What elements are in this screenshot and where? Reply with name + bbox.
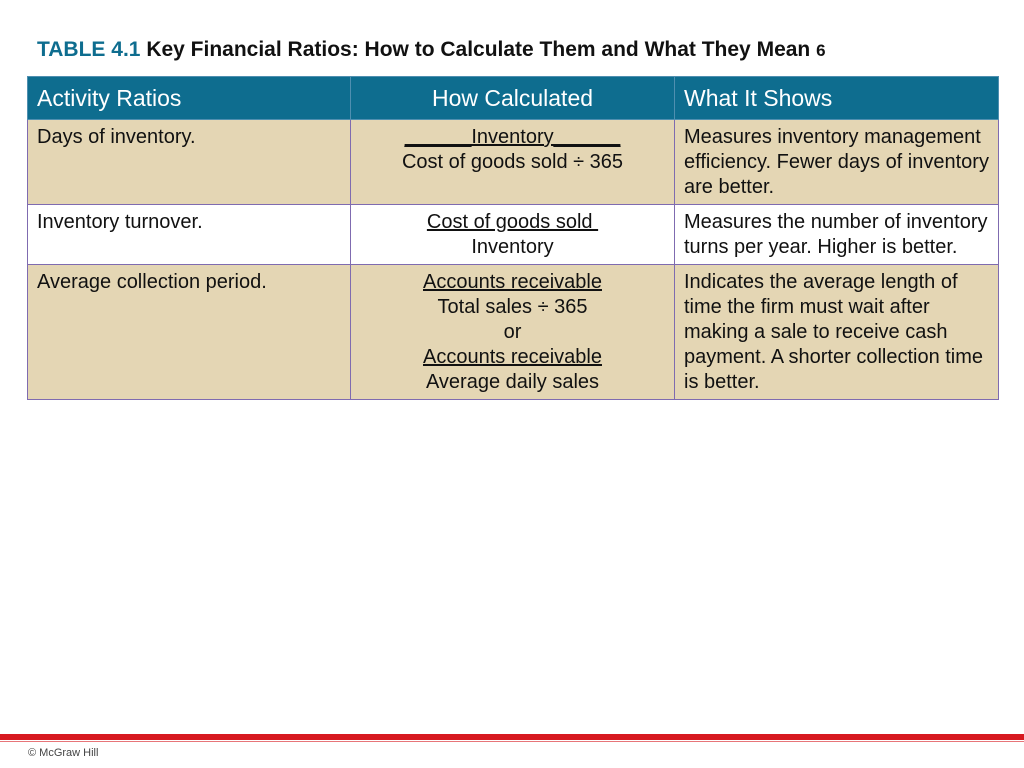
formula-numerator: ______Inventory______ [404, 126, 621, 148]
slide-title [37, 38, 826, 62]
formula-cell [351, 205, 675, 265]
formula-cell [351, 265, 675, 400]
table-title-text: Key Financial Ratios: How to Calculate Them and What They Mean [146, 38, 811, 61]
interpretation-cell: Indicates the average length of time the firm must wait after making a sale to receive cash payment. A shorter collection time is better. [675, 265, 999, 400]
table-row-days-of-inventory [28, 120, 999, 205]
interpretation-cell: Measures inventory management efficiency. Fewer days of inventory are better. [675, 120, 999, 205]
formula-numerator-alt: Accounts receivable [423, 346, 602, 368]
formula-denominator: Total sales ÷ 365 [437, 296, 588, 318]
formula-denominator-alt: Average daily sales [425, 371, 600, 393]
ratio-name-cell: Days of inventory. [28, 120, 351, 205]
financial-ratios-table [27, 76, 999, 400]
slide-number: 6 [816, 41, 826, 60]
table-row-average-collection-period [28, 265, 999, 400]
interpretation-cell: Measures the number of inventory turns per year. Higher is better. [675, 205, 999, 265]
formula-denominator: Inventory [471, 236, 554, 258]
footer-divider [0, 734, 1024, 740]
formula-connector: or [503, 321, 522, 343]
copyright-notice: © McGraw Hill [28, 747, 99, 759]
formula-denominator: Cost of goods sold ÷ 365 [401, 151, 624, 173]
column-header-what-it-shows: What It Shows [675, 77, 999, 120]
table-row-inventory-turnover [28, 205, 999, 265]
ratio-name-cell: Inventory turnover. [28, 205, 351, 265]
table-header-row [28, 77, 999, 120]
formula-cell [351, 120, 675, 205]
column-header-activity-ratios: Activity Ratios [28, 77, 351, 120]
footer-divider-thin [0, 741, 1024, 742]
table-number: TABLE 4.1 [37, 38, 141, 61]
formula-numerator: Accounts receivable [423, 271, 602, 293]
column-header-how-calculated: How Calculated [351, 77, 675, 120]
ratio-name-cell: Average collection period. [28, 265, 351, 400]
formula-numerator: Cost of goods sold [426, 211, 599, 233]
